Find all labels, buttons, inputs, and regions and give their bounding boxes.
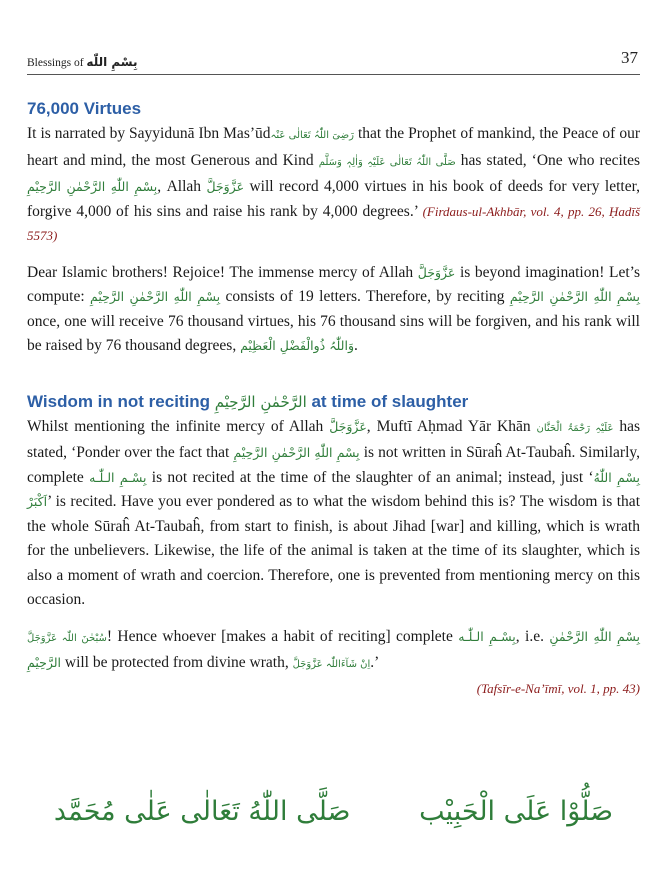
arabic-salutation: صَلَّی اللّٰہُ تَعَالٰی عَلَیْہِ وَاٰلِہٖ وَسَلَّم: [318, 156, 456, 168]
running-title: [27, 55, 138, 69]
running-title-text: Blessings of: [27, 57, 84, 69]
durood-line-2: صَلَّى اللّٰهُ تَعَالٰى عَلٰى مُحَمَّد: [53, 796, 351, 827]
page-header: [27, 44, 640, 75]
arabic-bismillah-short: بِسْـمِ الـلّٰـه: [458, 628, 516, 644]
arabic-azzawajal: عَزَّوَجَلَّ: [417, 264, 456, 280]
page-body: [27, 96, 640, 700]
arabic-azzawajal: عَزَّوَجَلَّ: [206, 179, 245, 194]
section-heading-virtues: 76,000 Virtues: [27, 99, 142, 118]
text-run: It is narrated by Sayyidunā Ibn Mas’ūd: [27, 125, 271, 142]
text-run: , Muftī Aḥmad Yār Khān: [366, 417, 537, 435]
text-run: is beyond imagination! Let’s compute:: [27, 263, 640, 305]
text-run: has stated, ‘Ponder over the fact that: [27, 417, 641, 461]
reference-citation: (Tafsīr-e-Na’īmī, vol. 1, pp. 43): [476, 680, 640, 696]
durood-line-1: صَلُّوْا عَلَى الْحَبِيْب: [419, 796, 614, 827]
heading-text: Wisdom in not reciting: [27, 391, 215, 411]
text-run: .: [353, 337, 358, 354]
arabic-bismillah: بِسْمِ اللّٰهِ الرَّحْمٰنِ الرَّحِيْمِ: [27, 628, 640, 670]
text-run: will be protected from divine wrath,: [61, 654, 293, 671]
heading-text: at time of slaughter: [306, 391, 469, 411]
arabic-subhanallah: سُبْحٰنَ اللّٰہ عَزَّوَجَلَّ: [27, 632, 107, 644]
text-run: is not written in Sūraĥ At-Taubaĥ. Similarly, complete: [27, 444, 640, 486]
text-run: ’ is recited. Have you ever pondered as to what the wisdom behind this is? The wisdom is that the whole Sūraĥ At-Taubaĥ, from start to finish, is about Jihad [war] and killing, which is wrath for the unbelievers. Likewise, the life of the animal is taken at the time of its slaughter, which is also a moment of wrath and coercion. Therefore, one is prevented from mentioning mercy on this occasion.: [27, 493, 640, 608]
text-run: has stated, ‘One who recites: [455, 151, 640, 169]
text-run: Whilst mentioning the infinite mercy of Allah: [27, 417, 330, 435]
text-run: , i.e.: [515, 627, 550, 645]
text-run: that the Prophet of mankind, the Peace of our heart and mind, the most Generous and Kind: [27, 125, 640, 169]
arabic-bismillah: بِسْمِ اللّٰهِ الرَّحْمٰنِ الرَّحِيْمِ: [90, 289, 221, 304]
arabic-bismillah: بِسْمِ اللّٰهِ الرَّحْمٰنِ الرَّحِيْمِ: [509, 289, 641, 304]
heading-arabic: الرَّحْمٰنِ الرَّحِيْمِ: [214, 392, 307, 411]
arabic-azzawajal: عَزَّوَجَلَّ: [329, 418, 367, 434]
arabic-bismillah-short: بِسْـمِ الـلّٰـه: [89, 469, 147, 485]
text-run: consists of 19 letters. Therefore, by reciting: [220, 288, 510, 305]
durood-footer: [0, 790, 667, 834]
text-run: , Allah: [157, 178, 207, 195]
section-heading-wisdom: [27, 389, 640, 415]
text-run: .’: [370, 654, 380, 671]
arabic-honorific: عَلَیْہِ رَحْمَۃُ الْحَنَّان: [536, 422, 614, 434]
paragraph-narration: [27, 122, 640, 249]
arabic-bismillah: بِسْمِ اللّٰهِ الرَّحْمٰنِ الرَّحِيْمِ: [27, 179, 158, 194]
paragraph-conclusion: [27, 625, 640, 678]
arabic-honorific: رَضِیَ اللّٰہُ تَعَالٰی عَنْہ: [270, 130, 354, 141]
reference-citation: (Firdaus-ul-Akhbār, vol. 4, pp. 26, Ḥadīš 5573): [27, 203, 641, 243]
text-run: ! Hence whoever [makes a habit of reciting] complete: [106, 627, 459, 645]
text-run: is not recited at the time of the slaughter of an animal; instead, just ‘: [146, 468, 594, 486]
arabic-bismillah: بِسْمِ اللّٰهِ الرَّحْمٰنِ الرَّحِيْمِ: [233, 445, 360, 460]
text-run: Dear Islamic brothers! Rejoice! The immense mercy of Allah: [27, 263, 418, 281]
paragraph-wisdom: [27, 415, 640, 613]
text-run: once, one will receive 76 thousand virtues, his 76 thousand sins will be forgiven, and his rank will be raised by 76 thousand degrees,: [27, 312, 640, 354]
arabic-phrase: وَاللّٰہُ ذُوالْفَضْلِ الْعَظِیْم: [240, 338, 354, 353]
text-run: will record 4,000 virtues in his book of deeds for very letter, forgive 4,000 of his sins and raise his rank by 4,000 degrees.’: [27, 178, 640, 220]
arabic-inshallah: اِنْ شَآءَاللّٰہ عَزَّوَجَلَّ: [292, 659, 371, 670]
paragraph-rejoice: [27, 261, 640, 359]
arabic-takbir: بِسْمِ اللّٰهُ اَكْبَرْ: [27, 469, 641, 509]
running-title-arabic: بِسْمِ اللّٰه: [86, 55, 138, 69]
page-number: 37: [621, 48, 638, 67]
